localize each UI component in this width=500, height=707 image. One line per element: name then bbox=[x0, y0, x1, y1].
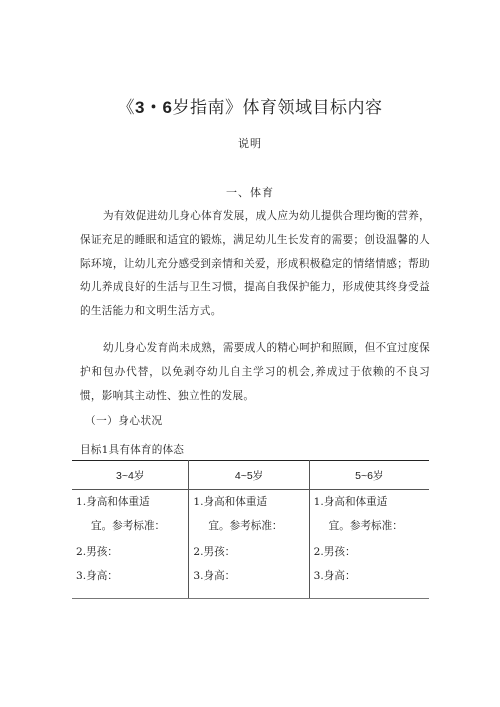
table-cell bbox=[72, 490, 189, 599]
cell-line: 2.男孩： bbox=[193, 546, 236, 558]
paragraph-1 bbox=[80, 205, 430, 324]
paragraph-2 bbox=[80, 337, 430, 408]
cell-line: 宜。参考标准： bbox=[208, 520, 283, 532]
cell-line: 3.身高： bbox=[193, 570, 236, 582]
paragraph-2-text: 幼儿身心发育尚未成熟，需要成人的精心呵护和照顾，但不宜过度保护和包办代替，以免剥夺幼儿自主学习的机会,养成过于依赖的不良习惯，影响其主动性、独立性的发展。 bbox=[80, 342, 430, 402]
table-header-row bbox=[72, 461, 429, 490]
cell-line: 3.身高： bbox=[313, 570, 356, 582]
title-rest: 岁指南》体育领域目标内容 bbox=[172, 98, 383, 118]
section-heading: 一、体育 bbox=[226, 186, 274, 199]
cell-line: 2.男孩： bbox=[313, 546, 356, 558]
header-5-6: 5~6岁 bbox=[309, 461, 429, 490]
title-lead: 《 bbox=[117, 98, 136, 118]
cell-line: 宜。参考标准： bbox=[91, 520, 166, 532]
cell-line: 1.身高和体重适 bbox=[313, 496, 388, 508]
table-caption: 目标1具有体育的体态 bbox=[80, 444, 185, 456]
title-age-range: 3・6 bbox=[135, 98, 173, 117]
table-row bbox=[72, 490, 429, 599]
paragraph-1-text: 为有效促进幼儿身心体育发展，成人应为幼儿提供合理均衡的营养，保证充足的睡眠和适宜的锻炼，满足幼儿生长发育的需要；创设温馨的人际环境，让幼儿充分感受到亲情和关爱，形成积极稳定的情绪情感；帮助幼儿养成良好的生活与卫生习惯，提高自我保护能力，形成使其终身受益的生活能力和文明生活方式。 bbox=[80, 210, 430, 318]
table-cell bbox=[309, 490, 429, 599]
document-title bbox=[0, 93, 500, 118]
cell-line: 2.男孩： bbox=[76, 546, 118, 558]
header-4-5: 4~5岁 bbox=[189, 461, 309, 490]
cell-line: 宜。参考标准： bbox=[328, 520, 403, 532]
cell-line: 1.身高和体重适 bbox=[76, 496, 150, 508]
table-cell bbox=[189, 490, 309, 599]
goal-table bbox=[72, 460, 429, 599]
cell-line: 1.身高和体重适 bbox=[193, 496, 268, 508]
document-subtitle: 说明 bbox=[238, 137, 262, 150]
cell-line: 3.身高： bbox=[76, 570, 118, 582]
header-3-4: 3~4岁 bbox=[72, 461, 189, 490]
subsection-heading: （一）身心状况 bbox=[85, 415, 163, 427]
